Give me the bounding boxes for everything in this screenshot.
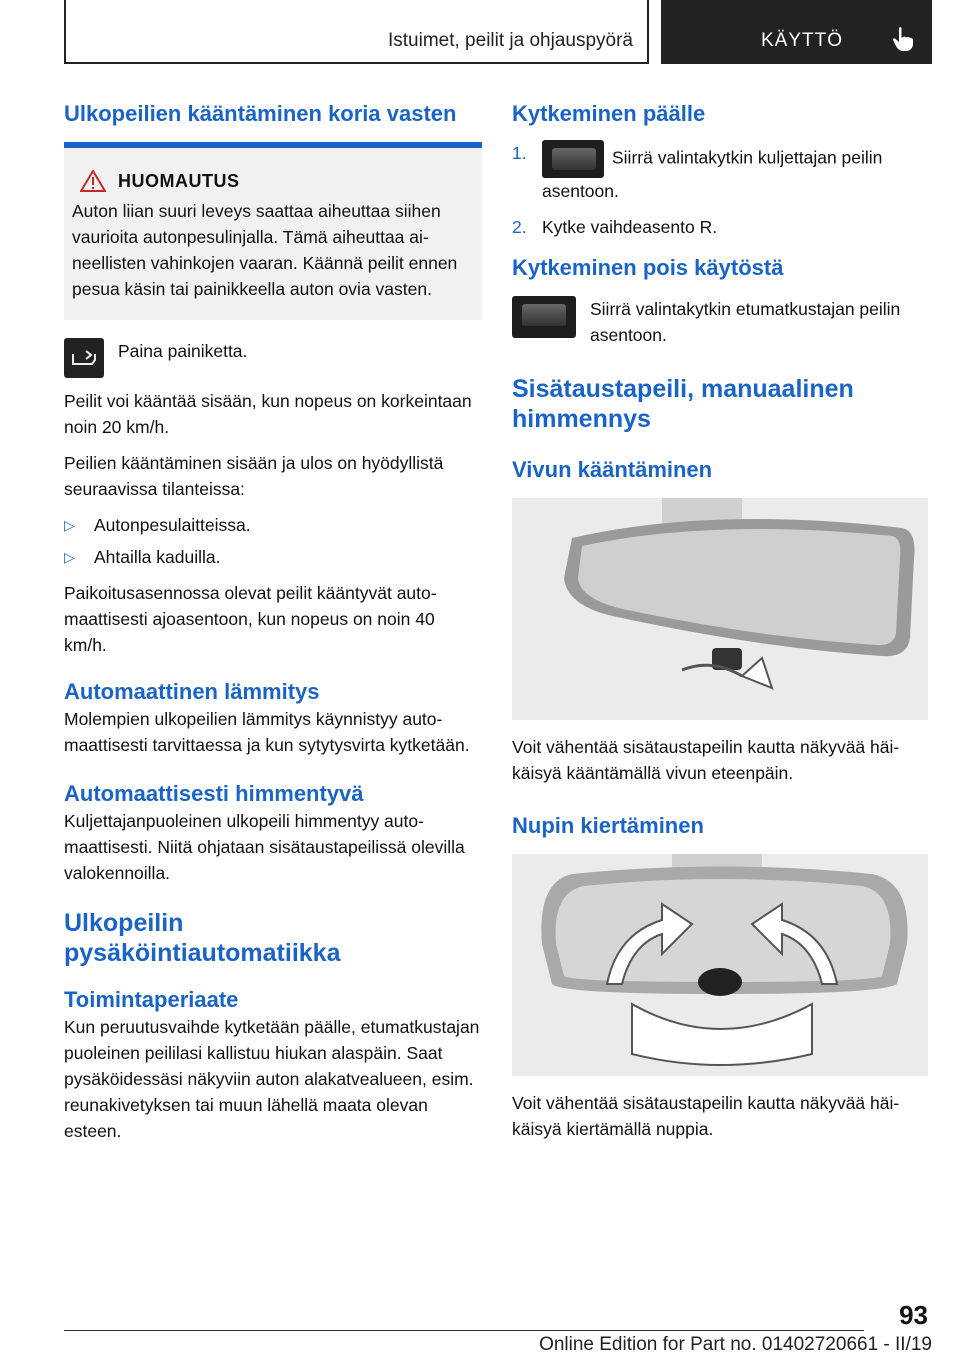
notice-box (64, 142, 482, 320)
step-text: Siirrä valintakytkin kuljettajan peilin asentoon. (542, 140, 930, 204)
list-item (512, 140, 930, 204)
right-column (512, 100, 930, 1152)
hand-pointer-icon (891, 26, 915, 52)
paragraph-situations: Peilien kääntäminen sisään ja ulos on hyödyllistä seuraavissa tilanteissa: (64, 453, 444, 499)
header-section-box (64, 0, 649, 64)
switch-on-steps (512, 140, 930, 240)
list-item (512, 214, 930, 240)
heading-mirror-folding: Ulkopeilien kääntäminen koria vasten (64, 101, 457, 126)
situations-list (64, 512, 482, 570)
step-text: Kytke vaihdeasento R. (542, 217, 718, 237)
mirror-fold-button-icon (64, 338, 104, 378)
heading-parking-automatic: Ulkopeilin pysäköintiautomatiikka (64, 909, 341, 967)
paragraph-speed: Peilit voi kääntää sisään, kun nopeus on korkeintaan noin 20 km/h. (64, 391, 472, 437)
list-item: ▷ Autonpesulaitteissa. (64, 512, 482, 538)
paragraph-switch-off: Siirrä valintakytkin etumatkustajan peilin asentoon. (590, 299, 901, 345)
heading-switch-off: Kytkeminen pois käytöstä (512, 255, 784, 280)
knob-illustration (512, 854, 928, 1076)
paragraph-principle: Kun peruutusvaihde kytketään päälle, etumatkustajan puoleinen peililasi kallistuu hiukan alaspäin. Saat pysäköidessäsi näkyviin auton alakatvealueen, esim. reunakivetyksen tai muun lähellä maata olevan esteen. (64, 1017, 480, 1141)
selector-switch-icon (542, 140, 604, 178)
left-column (64, 100, 482, 1154)
chapter-title: KÄYTTÖ (761, 30, 844, 51)
heading-dimming: Automaattisesti himmentyvä (64, 781, 364, 806)
heading-heating: Automaattinen lämmitys (64, 679, 320, 704)
paragraph-heating: Molempien ulkopeilien lämmitys käynnistyy automaattisesti tarvittaessa ja kun sytytysvirta kytketään. (64, 709, 470, 755)
notice-header (72, 170, 470, 192)
chapter-tab (661, 0, 932, 64)
edition-text: Online Edition for Part no. 01402720661 - II/19 (539, 1334, 932, 1355)
paragraph-knob: Voit vähentää sisätaustapeilin kautta näkyvää häikäisyä kiertämällä nuppia. (512, 1093, 900, 1139)
press-button-row (64, 338, 482, 378)
triangle-bullet-icon: ▷ (64, 517, 75, 533)
heading-principle: Toimintaperiaate (64, 987, 239, 1012)
press-button-text: Paina painiketta. (118, 341, 248, 361)
footer-divider (64, 1330, 864, 1331)
selector-switch-icon (512, 296, 576, 338)
mirror-lever-image (512, 498, 928, 720)
heading-knob: Nupin kiertäminen (512, 813, 704, 838)
notice-title: HUOMAUTUS (118, 170, 240, 191)
paragraph-lever: Voit vähentää sisätaustapeilin kautta näkyvää häikäisyä kääntämällä vivun eteenpäin. (512, 737, 900, 783)
step-number: 1. (512, 143, 527, 163)
step-number: 2. (512, 217, 527, 237)
page-header (64, 0, 932, 64)
section-title: Istuimet, peilit ja ohjauspyörä (387, 30, 633, 51)
notice-text: Auton liian suuri leveys saattaa aiheuttaa siihen vaurioita autonpesulinjalla. Tämä aiheuttaa aineellisten vahinkojen vaaran. Käännä peilit ennen pesua käsin tai painikkeella auton ovia vasten. (72, 201, 458, 299)
paragraph-parking-position: Paikoitusasennossa olevat peilit kääntyvät automaattisesti ajoasentoon, kun nopeus on noin 40 km/h. (64, 583, 437, 655)
list-item: ▷ Ahtailla kaduilla. (64, 544, 482, 570)
triangle-bullet-icon: ▷ (64, 549, 75, 565)
heading-rearview-mirror: Sisätaustapeili, manuaalinen himmennys (512, 375, 854, 433)
lever-illustration (512, 498, 928, 720)
heading-lever: Vivun kääntäminen (512, 457, 713, 482)
paragraph-dimming: Kuljettajanpuoleinen ulkopeili himmentyy automaattisesti. Niitä ohjataan sisätaustapeilissä olevilla valokennoilla. (64, 811, 465, 883)
switch-off-row (512, 296, 930, 348)
warning-triangle-icon (80, 170, 106, 192)
page-number: 93 (899, 1300, 928, 1330)
heading-switch-on: Kytkeminen päälle (512, 101, 706, 126)
mirror-knob-image (512, 854, 928, 1076)
